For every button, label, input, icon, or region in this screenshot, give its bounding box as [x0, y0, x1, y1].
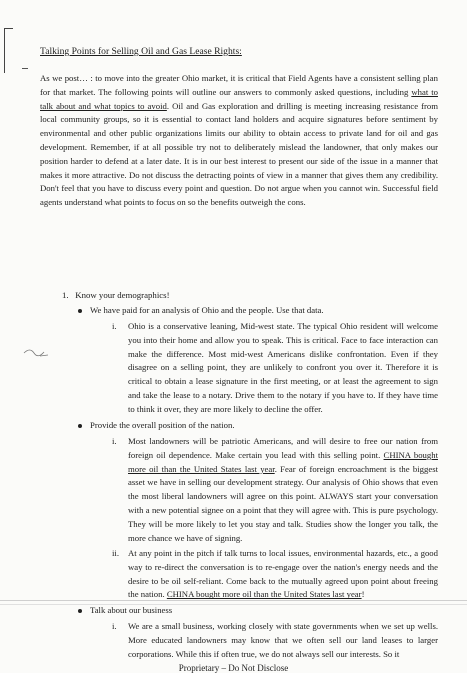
- margin-scrawl-mark: [22, 345, 52, 359]
- bullet-demographics: We have paid for an analysis of Ohio and the people. Use that data.: [90, 304, 438, 318]
- section-heading: 1. Know your demographics!: [62, 290, 170, 300]
- bullet-dot: [78, 309, 82, 313]
- bullet-business: Talk about our business: [90, 604, 438, 618]
- subitem-small-business: i. We are a small business, working closely with state governments when we set up wells. More educated landowners may know that we often sell our land leases to larger corporations. While this if often true, we do not always sell our interests. So it: [112, 621, 438, 659]
- bullet-dot: [78, 609, 82, 613]
- scan-edge-line: [0, 604, 467, 605]
- bullet-dot: [78, 424, 82, 428]
- subitem-patriotic: i. Most landowners will be patriotic Americans, and will desire to free our nation from foreign oil dependence. Make certain you lead with this selling point. CHINA bought more oil than the United States last year. Fear of foreign encroachment is the biggest asset we have in selling our development strategy. Our analysis of Ohio shows that even the most liberal landowners will agree on this point. ALWAYS start your conversation with a new potential signee on a point that they will agree with. This is pure psychology. They will be more likely to let you stay and talk. Studies show the longer you talk, the more chance we have of signing.: [112, 436, 438, 543]
- subitem-ohio: i. Ohio is a conservative leaning, Mid-west state. The typical Ohio resident will welcome you into their home and allow you to speak. This is critical. Face to face interaction can make the difference. Most mid-west Americans dislike confrontation. Even if they disagree on a selling point, they are unlikely to confront you over it. Therefore it is critical to obtain a lease signature in the first meeting, or at least the agreement to sign and take the lease to a notary. Drive them to the notary if you have to. If they have time to think it over, they are more likely to decline the offer.: [112, 321, 438, 414]
- margin-bracket-mark: [4, 28, 13, 73]
- subitem-redirect: ii. At any point in the pitch if talk turns to local issues, environmental hazards, etc., a good way to re-direct the conversation is to re-engage over the nation's energy needs and the desire to be oil self-reliant. Come back to the mutually agreed upon point about freeing the nation. CHINA bought more oil than the United States last year!: [112, 548, 438, 600]
- bullet-nation-position: Provide the overall position of the nation.: [90, 419, 438, 433]
- intro-paragraph: As we post… : to move into the greater Ohio market, it is critical that Field Agents have a consistent selling plan for that market. The following points will outline our answers to commonly asked questions, including what to talk about and what topics to avoid. Oil and Gas exploration and drilling is meeting increasing resistance from local community groups, so it is essential to contact land holders and acquire signatures before sentiment by environmental and other public organizations limits our ability to obtain access to private land for oil and gas development. Remember, if at all possible try not to deliberately mislead the landowner, that only makes our position harder to defend at a later date. It is in our best interest to present our side of the issue in a manner that makes it more attractive. Do not discuss the detracting points of view in a manner that gives them any credibility. Don't feel that you have to discuss every point and question. Do not argue when you cannot win. Successful field agents understand what points to focus on so the benefits outweigh the cons.: [40, 73, 438, 208]
- document-title: Talking Points for Selling Oil and Gas Lease Rights:: [40, 46, 242, 57]
- scan-edge-line: [0, 600, 467, 601]
- margin-dash-mark: [22, 68, 28, 69]
- footer-proprietary: Proprietary – Do Not Disclose: [178, 663, 289, 673]
